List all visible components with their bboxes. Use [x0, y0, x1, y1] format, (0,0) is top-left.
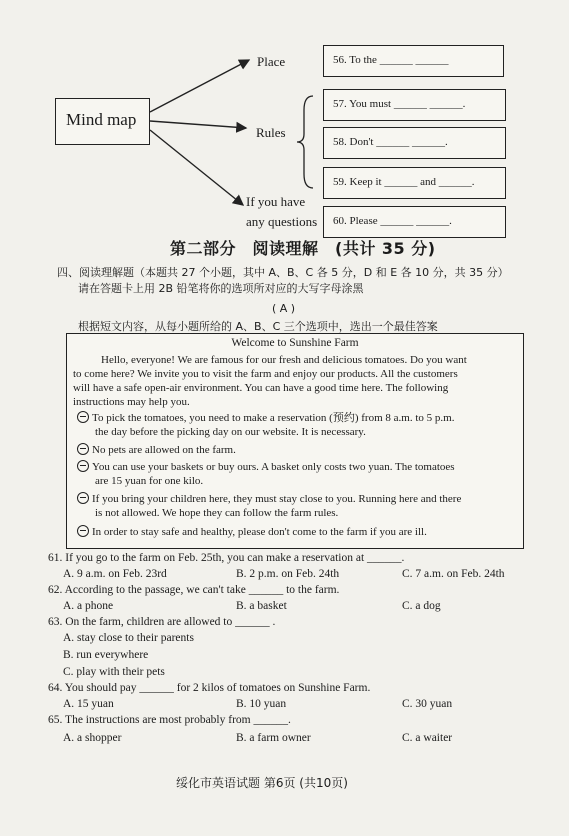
rule-1-line1: To pick the tomatoes, you need to make a reservation (预约) from 8 a.m. to 5 p.m.: [92, 412, 455, 424]
rule-3-line1: You can use your baskets or buy ours. A basket only costs two yuan. The tomatoes: [92, 461, 455, 473]
question-61-stem: 61. If you go to the farm on Feb. 25th, you can make a reservation at ______.: [48, 552, 405, 564]
page-footer: 绥化市英语试题 第6页 (共10页): [176, 776, 348, 790]
question-61-option-b[interactable]: B. 2 p.m. on Feb. 24th: [236, 568, 340, 580]
branch-rules: Rules: [256, 125, 286, 140]
question-65-stem: 65. The instructions are most probably from ______.: [48, 714, 291, 726]
rule-4-line1: If you bring your children here, they must stay close to you. Running here and there: [92, 493, 462, 505]
question-64-option-b[interactable]: B. 10 yuan: [236, 698, 287, 710]
answer-box-58: [323, 127, 506, 159]
rule-item-5: [77, 525, 517, 539]
arrow-to-rules: [150, 121, 246, 128]
answer-box-60: [323, 206, 506, 238]
rule-item-4: [77, 492, 517, 520]
question-63-option-a[interactable]: A. stay close to their parents: [63, 632, 194, 644]
question-63-option-c[interactable]: C. play with their pets: [63, 666, 165, 678]
rules-brace: [297, 96, 313, 188]
direction-text: 根据短文内容，从每小题所给的 A、B、C 三个选项中，选出一个最佳答案: [78, 320, 438, 333]
question-64-option-c[interactable]: C. 30 yuan: [402, 698, 453, 710]
branch-place: Place: [257, 54, 286, 69]
answer-box-60-text: 60. Please ______ ______.: [333, 215, 452, 227]
rule-4-line2: is not allowed. We hope they can follow the farm rules.: [95, 507, 339, 519]
answer-box-57-text: 57. You must ______ ______.: [333, 98, 466, 110]
question-61-option-a[interactable]: A. 9 a.m. on Feb. 23rd: [63, 568, 167, 580]
arrow-to-questions: [150, 130, 243, 205]
answer-box-56: [323, 45, 504, 77]
section-instruction-line1: 四、阅读理解题（本题共 27 个小题，其中 A、B、C 各 5 分，D 和 E 各 10 分，共 35 分）: [57, 266, 509, 279]
question-64-stem: 64. You should pay ______ for 2 kilos of tomatoes on Sunshine Farm.: [48, 682, 371, 694]
no-entry-icon: [77, 492, 89, 504]
no-entry-icon: [77, 411, 89, 423]
answer-box-59-text: 59. Keep it ______ and ______.: [333, 176, 475, 188]
question-65-option-a[interactable]: A. a shopper: [63, 732, 122, 744]
part-label: ( A ): [272, 302, 296, 315]
no-entry-icon: [77, 443, 89, 455]
rule-2-line1: No pets are allowed on the farm.: [92, 444, 236, 456]
question-65-option-b[interactable]: B. a farm owner: [236, 732, 311, 744]
rule-item-2: [77, 443, 517, 457]
answer-box-56-text: 56. To the ______ ______: [333, 54, 449, 66]
question-62-option-a[interactable]: A. a phone: [63, 600, 114, 612]
passage-intro-line2: to come here? We invite you to visit the farm and enjoy our products. All the customers: [73, 368, 458, 380]
passage-intro-line1: Hello, everyone! We are famous for our fresh and delicious tomatoes. Do you want: [101, 354, 467, 366]
passage-title: Welcome to Sunshine Farm: [231, 337, 359, 349]
arrow-to-place: [150, 60, 249, 112]
passage-intro-line4: instructions may help you.: [73, 396, 190, 408]
answer-box-57: [323, 89, 506, 121]
rule-item-3: [77, 460, 517, 488]
no-entry-icon: [77, 525, 89, 537]
question-65-option-c[interactable]: C. a waiter: [402, 732, 453, 744]
rule-3-line2: are 15 yuan for one kilo.: [95, 475, 204, 487]
rule-1-line2: the day before the picking day on our website. It is necessary.: [95, 426, 366, 438]
question-62-stem: 62. According to the passage, we can't take ______ to the farm.: [48, 584, 340, 596]
branch-questions-line2: any questions: [246, 214, 318, 229]
section-instruction-line2: 请在答题卡上用 2B 铅笔将你的选项所对应的大写字母涂黑: [78, 282, 364, 295]
no-entry-icon: [77, 460, 89, 472]
rule-5-line1: In order to stay safe and healthy, please don't come to the farm if you are ill.: [92, 526, 427, 538]
part2-heading: 第二部分 阅读理解 (共计 35 分): [170, 239, 436, 258]
question-63-option-b[interactable]: B. run everywhere: [63, 649, 149, 661]
question-64-option-a[interactable]: A. 15 yuan: [63, 698, 114, 710]
answer-box-58-text: 58. Don't ______ ______.: [333, 136, 448, 148]
question-63-stem: 63. On the farm, children are allowed to ______ .: [48, 616, 276, 628]
question-62-option-c[interactable]: C. a dog: [402, 600, 441, 612]
branch-questions-line1: If you have: [246, 194, 306, 209]
question-61-option-c[interactable]: C. 7 a.m. on Feb. 24th: [402, 568, 505, 580]
question-62-option-b[interactable]: B. a basket: [236, 600, 287, 612]
mind-map-center-box: [55, 98, 150, 145]
passage-box: [66, 333, 524, 549]
rule-item-1: [77, 411, 517, 439]
passage-intro-line3: will have a safe open-air environment. You can have a good time here. The following: [73, 382, 449, 394]
answer-box-59: [323, 167, 506, 199]
mind-map-center-label: Mind map: [66, 110, 137, 129]
